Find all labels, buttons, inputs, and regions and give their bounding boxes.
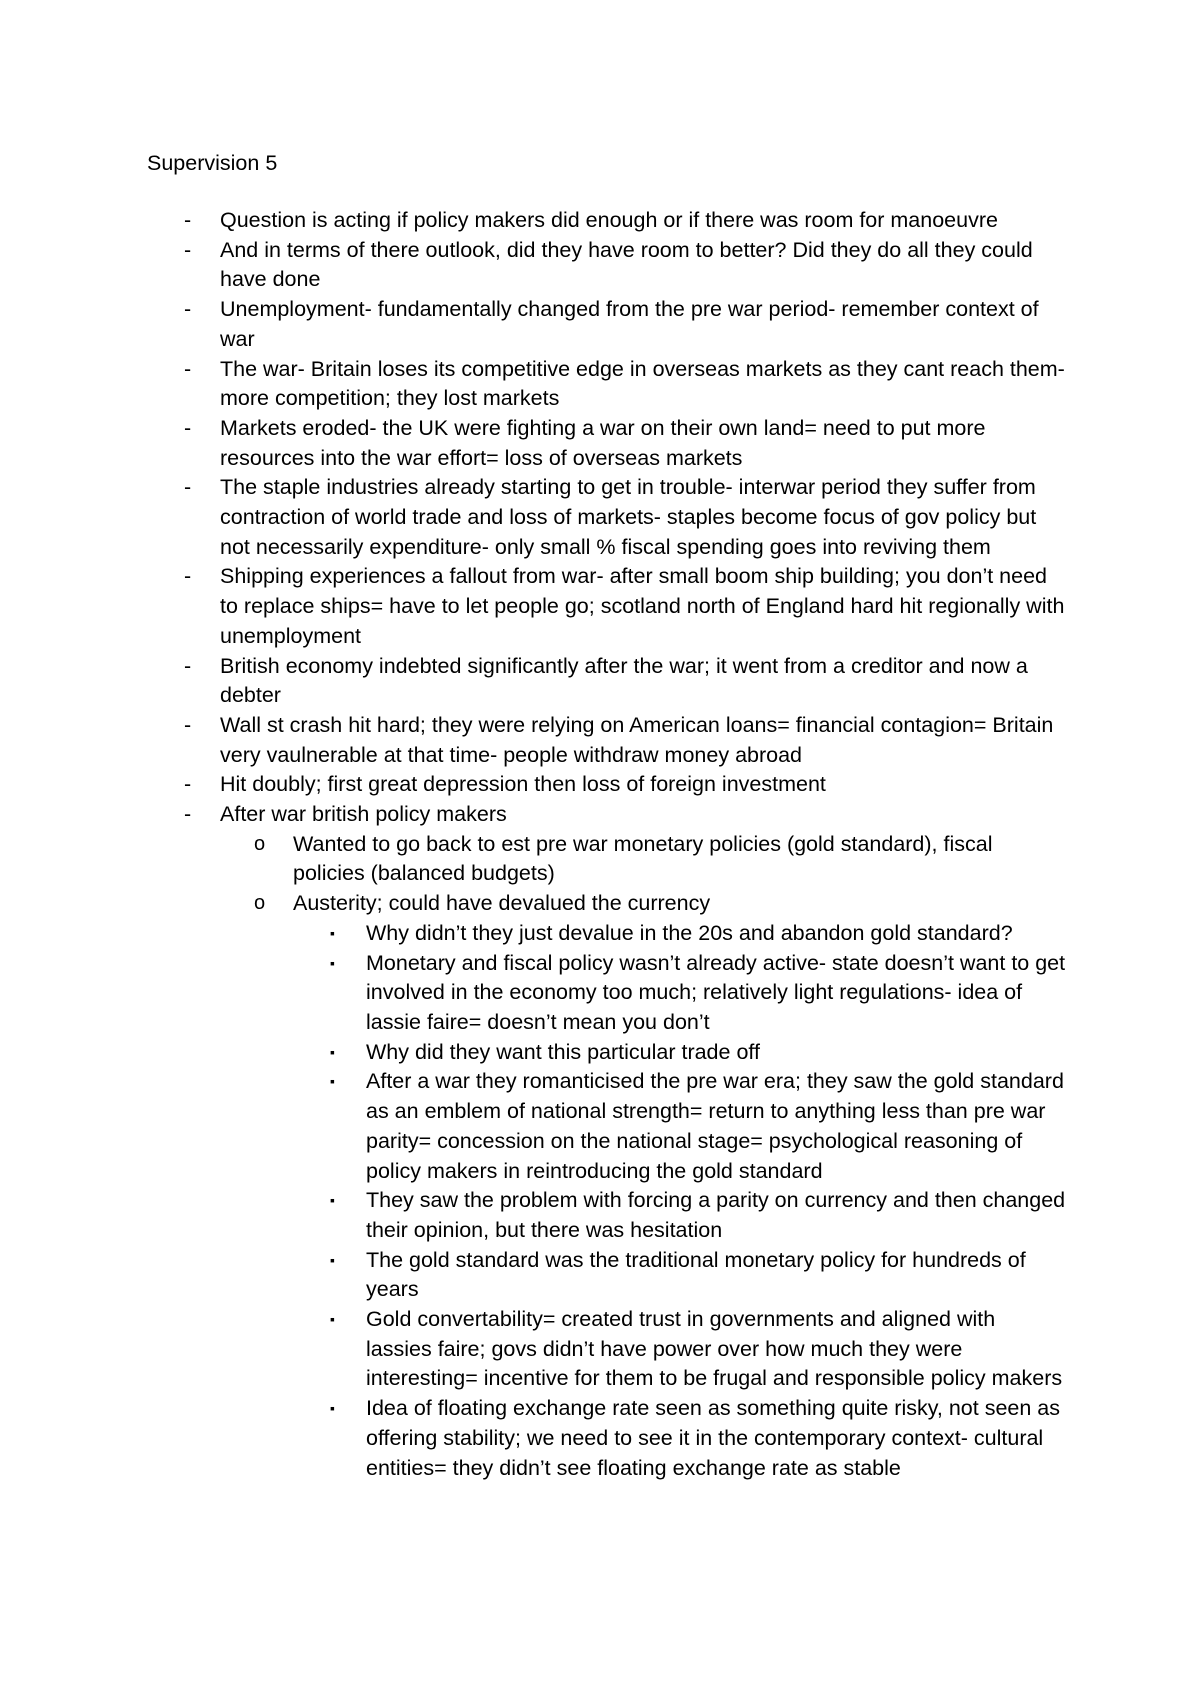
list-item: [0, 1394, 1066, 1483]
list-item-text: British economy indebted significantly after the war; it went from a creditor and now a debter: [220, 653, 1028, 708]
bullet-marker: -: [184, 712, 192, 737]
list-item-text: Hit doubly; first great depression then loss of foreign investment: [220, 772, 826, 797]
list-item: [0, 711, 1070, 770]
bullet-marker: -: [184, 653, 192, 678]
bullet-marker: -: [184, 237, 192, 262]
bullet-marker: o: [254, 892, 266, 915]
bullet-marker: ▪: [330, 954, 335, 971]
list-item: [0, 295, 1070, 354]
list-item: [0, 414, 1070, 473]
list-item-text: Markets eroded- the UK were fighting a war on their own land= need to put more resources into the war effort= loss of overseas markets: [220, 415, 986, 470]
list-item: [0, 473, 1070, 562]
list-item: [0, 1305, 1066, 1394]
list-item-text: Shipping experiences a fallout from war- after small boom ship building; you don’t need to replace ships= have to let people go; scotland north of England hard hit regionally with unemployment: [220, 564, 1065, 648]
list-item: [0, 919, 1066, 949]
list-item-text: After a war they romanticised the pre war era; they saw the gold standard as an emblem of national strength= return to anything less than pre war parity= concession on the national stage= psychological reasoning of policy makers in reintroducing the gold standard: [366, 1069, 1064, 1183]
bullet-marker: ▪: [330, 1400, 335, 1417]
list-item-text: Monetary and fiscal policy wasn’t already active- state doesn’t want to get involved in the economy too much; relatively light regulations- idea of lassie faire= doesn’t mean you don’t: [366, 950, 1066, 1034]
list-item: [0, 652, 1070, 711]
bullet-marker: ▪: [330, 1192, 335, 1209]
bullet-marker: ▪: [330, 1073, 335, 1090]
list-item: [0, 1067, 1066, 1186]
list-item-text: Wanted to go back to est pre war monetary policies (gold standard), fiscal policies (balanced budgets): [293, 831, 993, 886]
list-item-text: After war british policy makers: [220, 802, 507, 827]
list-item: [0, 1186, 1066, 1245]
bullet-marker: ▪: [330, 1311, 335, 1328]
bullet-marker: -: [184, 564, 192, 589]
list-item-text: Austerity; could have devalued the currency: [293, 891, 711, 916]
list-item-text: Why didn’t they just devalue in the 20s and abandon gold standard?: [366, 920, 1013, 945]
list-item-text: Wall st crash hit hard; they were relying on American loans= financial contagion= Britain very vaulnerable at that time- people withdraw money abroad: [220, 712, 1054, 767]
list-item: [0, 1246, 1066, 1305]
list-item-text: The staple industries already starting to get in trouble- interwar period they suffer from contraction of world trade and loss of markets- staples become focus of gov policy but not necessarily expenditure- only small % fiscal spending goes into reviving them: [220, 475, 1037, 559]
list-item-text: Question is acting if policy makers did enough or if there was room for manoeuvre: [220, 208, 998, 232]
list-item: [0, 1038, 1066, 1068]
list-item: [0, 236, 1070, 295]
page-title: Supervision 5: [147, 151, 278, 175]
list-item-text: The war- Britain loses its competitive edge in overseas markets as they cant reach them- more competition; they lost markets: [220, 356, 1065, 411]
list-item-text: Unemployment- fundamentally changed from the pre war period- remember context of war: [220, 297, 1039, 351]
bullet-marker: ▪: [330, 924, 335, 941]
list-item-text: They saw the problem with forcing a parity on currency and then changed their opinion, but there was hesitation: [366, 1188, 1066, 1242]
bullet-marker: -: [184, 297, 192, 322]
list-item-text: And in terms of there outlook, did they have room to better? Did they do all they could have done: [220, 237, 1033, 292]
list-item: [0, 206, 1070, 236]
bullet-marker: -: [184, 772, 192, 797]
list-item: [0, 889, 1023, 919]
list-item: [0, 830, 1023, 889]
bullet-marker: -: [184, 475, 192, 500]
bullet-list: [0, 206, 1200, 1483]
bullet-marker: o: [254, 832, 266, 855]
list-item: [0, 562, 1070, 651]
bullet-marker: -: [184, 415, 192, 440]
list-item: [0, 770, 1070, 800]
bullet-marker: -: [184, 208, 192, 232]
bullet-marker: -: [184, 356, 192, 381]
list-item: [0, 949, 1066, 1038]
list-item: [0, 355, 1070, 414]
bullet-marker: -: [184, 802, 192, 827]
bullet-marker: ▪: [330, 1043, 335, 1060]
list-item-text: Idea of floating exchange rate seen as something quite risky, not seen as offering stability; we need to see it in the contemporary context- cultural entities= they didn’t see floating exchange rate as stable: [366, 1396, 1061, 1480]
bullet-marker: ▪: [330, 1251, 335, 1268]
list-item-text: The gold standard was the traditional monetary policy for hundreds of years: [366, 1247, 1026, 1302]
list-item: [0, 800, 1070, 830]
list-item-text: Why did they want this particular trade off: [366, 1039, 760, 1064]
list-item-text: Gold convertability= created trust in governments and aligned with lassies faire; govs didn’t have power over how much they were interesting= incentive for them to be frugal and responsible policy makers: [366, 1307, 1063, 1391]
